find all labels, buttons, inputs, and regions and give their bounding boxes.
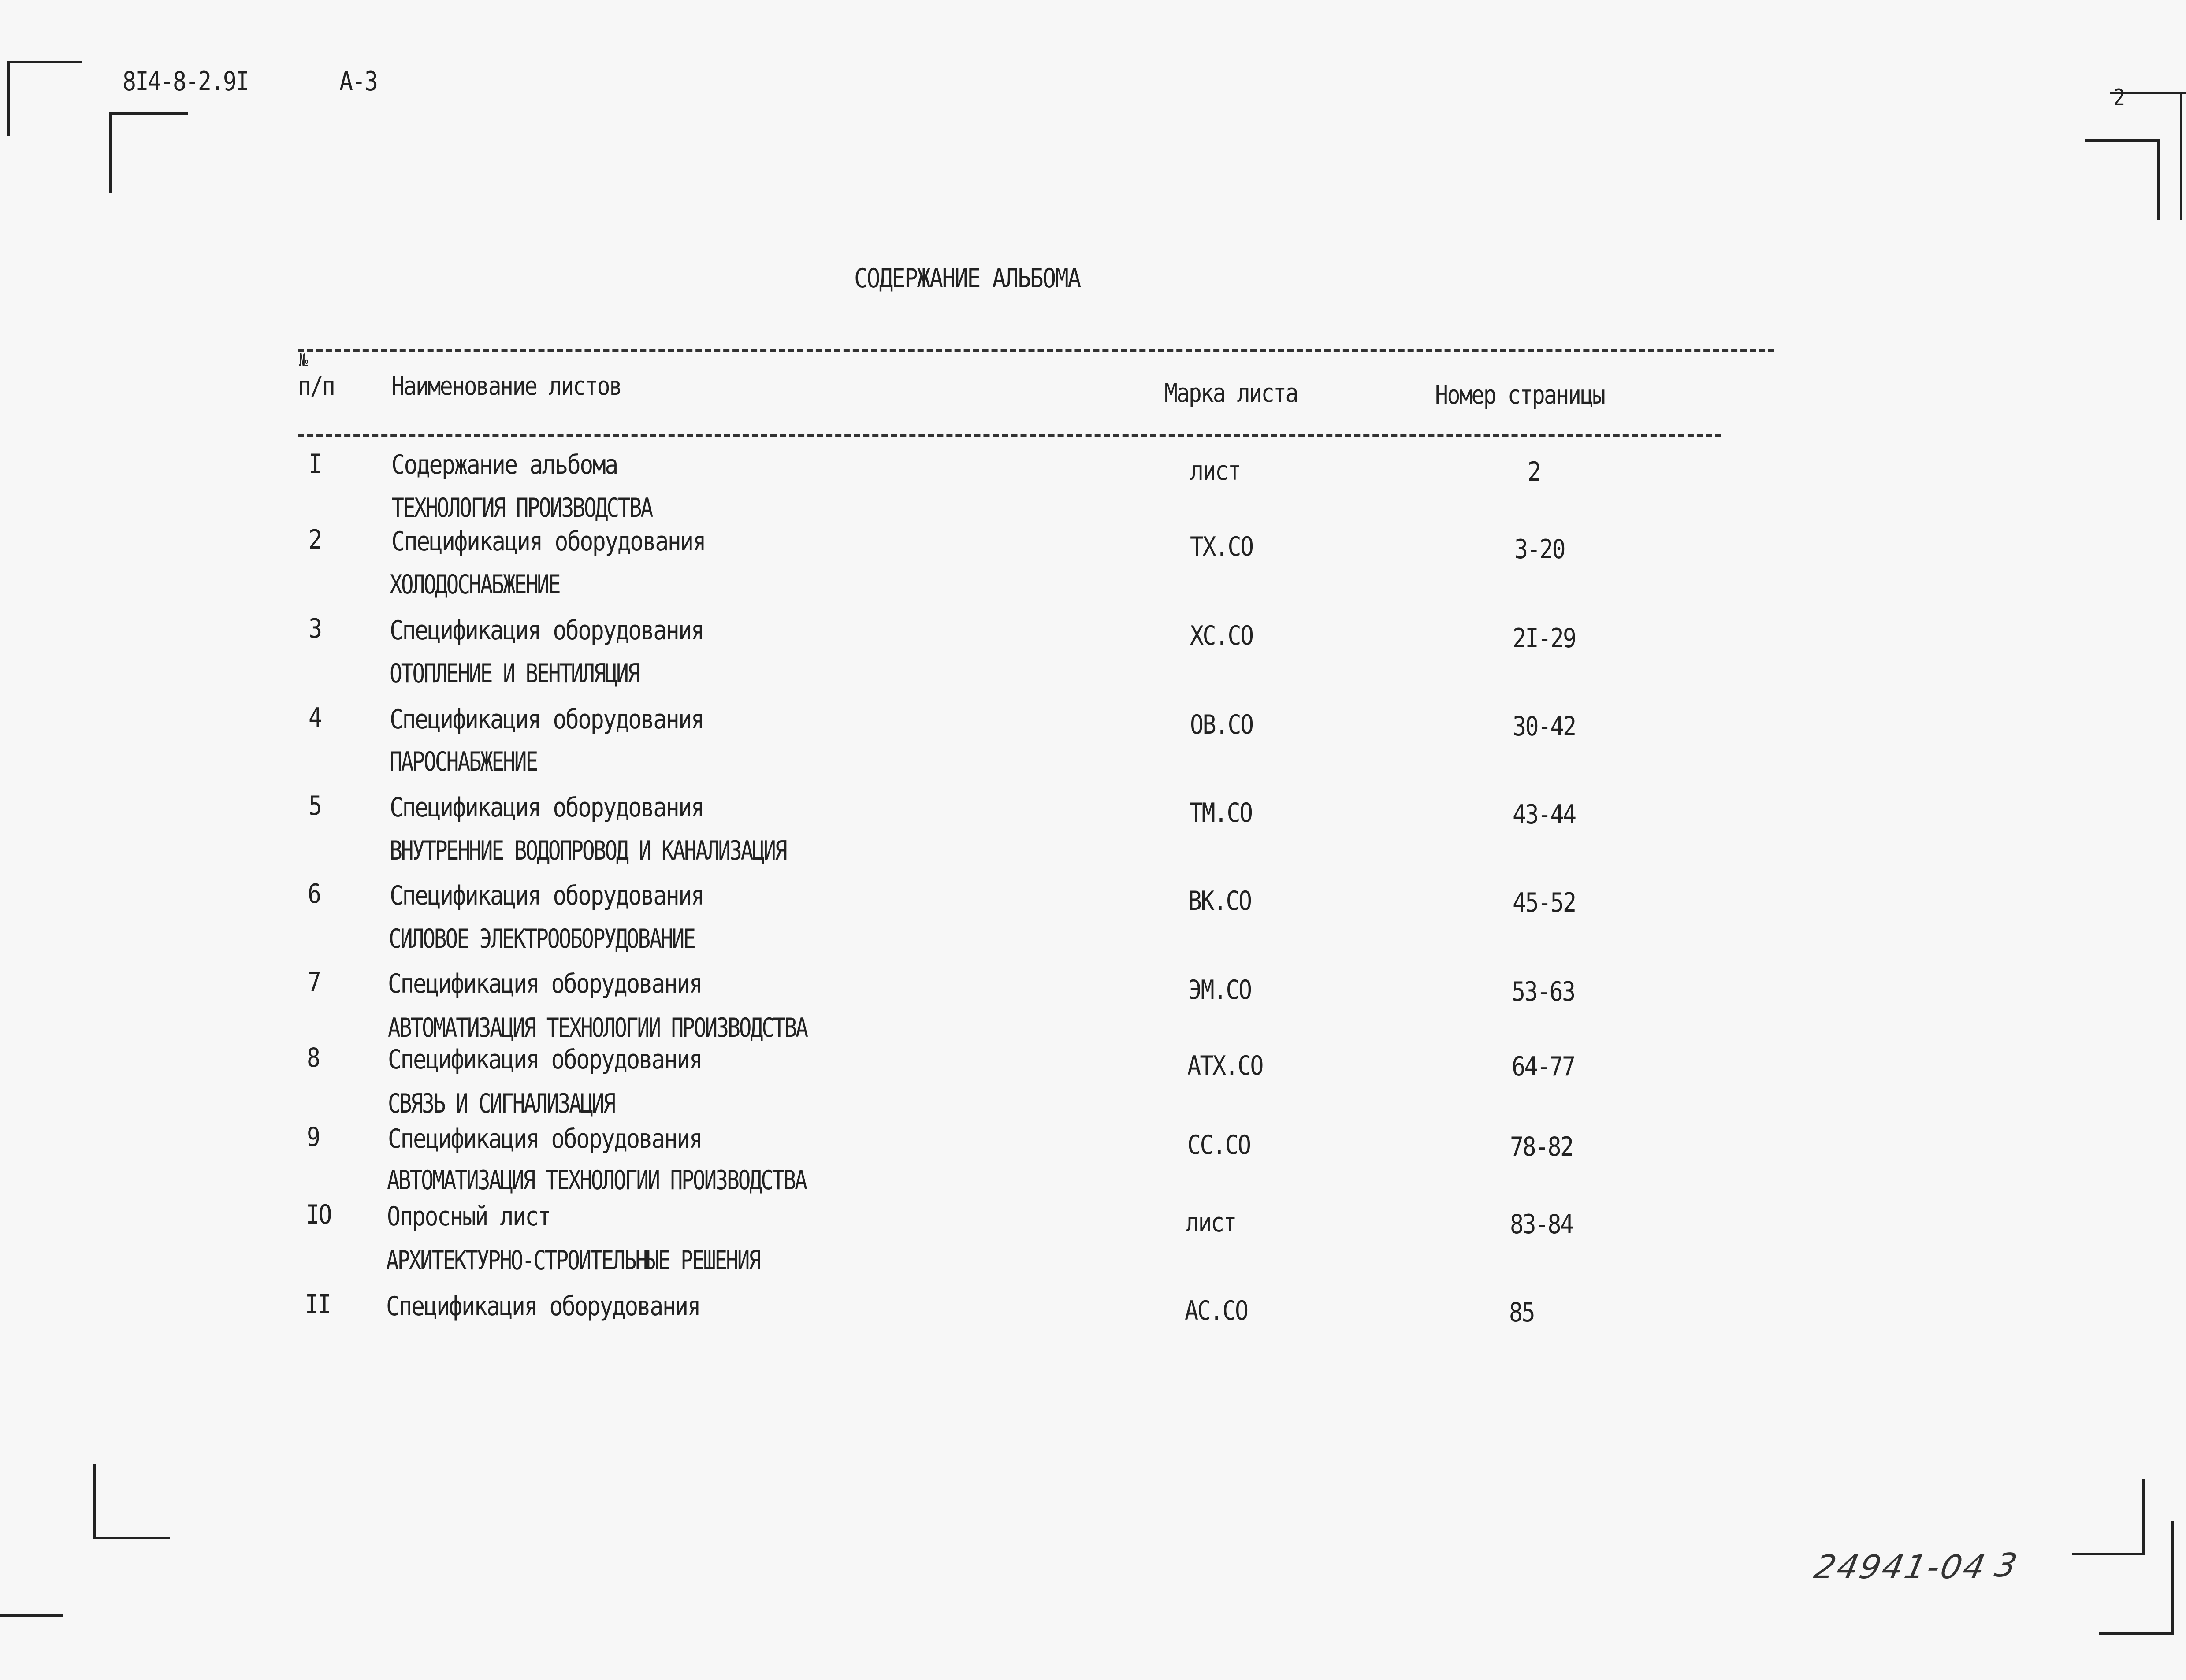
corner-mark-bottom-right-h xyxy=(2072,1553,2145,1555)
row-number: 6 xyxy=(308,879,320,909)
section-heading: ПАРОСНАБЖЕНИЕ xyxy=(390,746,537,777)
section-heading: ВНУТРЕННИЕ ВОДОПРОВОД И КАНАЛИЗАЦИЯ xyxy=(390,835,786,866)
row-name: Спецификация оборудования xyxy=(388,968,702,999)
row-page: 3-20 xyxy=(1514,534,1565,565)
row-mark: АС.СО xyxy=(1185,1295,1248,1326)
row-mark: ЭМ.СО xyxy=(1188,975,1251,1005)
row-page: 83-84 xyxy=(1510,1209,1573,1240)
row-page: 43-44 xyxy=(1513,799,1576,830)
corner-mark-top-right-inner-h xyxy=(2085,139,2160,142)
corner-mark-top-left-inner-v xyxy=(109,112,112,193)
section-heading: ХОЛОДОСНАБЖЕНИЕ xyxy=(390,569,560,600)
row-mark: ХС.СО xyxy=(1190,620,1253,651)
row-page: 30-42 xyxy=(1513,711,1576,742)
row-mark: ТХ.СО xyxy=(1190,531,1253,562)
row-name: Спецификация оборудования xyxy=(391,526,706,557)
row-mark: лист xyxy=(1186,1207,1236,1238)
page-title: СОДЕРЖАНИЕ АЛЬБОМА xyxy=(854,263,1080,294)
row-name: Спецификация оборудования xyxy=(390,880,704,911)
section-heading: АВТОМАТИЗАЦИЯ ТЕХНОЛОГИИ ПРОИЗВОДСТВА xyxy=(387,1165,806,1196)
row-number: IO xyxy=(306,1199,331,1230)
corner-mark-top-left-h xyxy=(7,61,82,63)
page-number: 2 xyxy=(2113,85,2124,111)
corner-mark-top-left-inner-h xyxy=(109,112,188,115)
row-number: I xyxy=(309,449,321,479)
corner-mark-bottom-right-v2 xyxy=(2171,1521,2174,1635)
header-bottom-rule xyxy=(298,434,1721,437)
row-name: Содержание альбома xyxy=(391,449,617,480)
section-heading: ТЕХНОЛОГИЯ ПРОИЗВОДСТВА xyxy=(391,493,652,523)
section-heading: АРХИТЕКТУРНО-СТРОИТЕЛЬНЫЕ РЕШЕНИЯ xyxy=(386,1245,760,1276)
corner-mark-top-left-v xyxy=(7,61,10,136)
row-page: 45-52 xyxy=(1513,887,1576,918)
row-name: Спецификация оборудования xyxy=(386,1291,700,1322)
column-header-name: Наименование листов xyxy=(391,371,621,401)
row-mark: ОВ.СО xyxy=(1190,709,1253,740)
row-page: 2I-29 xyxy=(1513,623,1576,654)
section-heading: СИЛОВОЕ ЭЛЕКТРООБОРУДОВАНИЕ xyxy=(389,923,695,954)
corner-mark-bottom-left-h xyxy=(93,1537,170,1539)
document-code: 8I4-8-2.9I xyxy=(123,66,248,97)
column-header-number: п/п xyxy=(298,371,335,401)
row-page: 53-63 xyxy=(1512,976,1575,1007)
column-header-page: Номер страницы xyxy=(1435,380,1605,410)
row-name: Опросный лист xyxy=(387,1201,550,1232)
corner-mark-bottom-left-edge xyxy=(0,1614,63,1617)
section-heading: СВЯЗЬ И СИГНАЛИЗАЦИЯ xyxy=(388,1088,614,1119)
row-number: 4 xyxy=(309,702,321,733)
corner-mark-top-right-v xyxy=(2180,92,2182,220)
row-page: 85 xyxy=(1509,1297,1534,1328)
inventory-stamp: 24941-04 xyxy=(1811,1548,1990,1586)
row-page: 64-77 xyxy=(1512,1051,1575,1082)
row-name: Спецификация оборудования xyxy=(388,1124,702,1154)
corner-mark-bottom-left-v xyxy=(93,1464,96,1539)
column-header-number-sign: № xyxy=(299,350,307,371)
corner-mark-bottom-right-v xyxy=(2142,1479,2145,1555)
row-number: 7 xyxy=(308,967,320,998)
row-name: Спецификация оборудования xyxy=(390,704,704,735)
row-mark: СС.СО xyxy=(1187,1130,1250,1161)
row-mark: АТХ.СО xyxy=(1187,1050,1263,1081)
section-heading: ОТОПЛЕНИЕ И ВЕНТИЛЯЦИЯ xyxy=(390,658,639,689)
row-number: 2 xyxy=(309,524,321,555)
sheet-number: 3 xyxy=(1991,1546,2022,1584)
row-name: Спецификация оборудования xyxy=(390,615,704,646)
row-name: Спецификация оборудования xyxy=(390,792,704,823)
corner-mark-bottom-right-h2 xyxy=(2099,1632,2174,1635)
header-top-rule xyxy=(298,349,1774,352)
column-header-mark: Марка листа xyxy=(1164,378,1297,408)
row-mark: лист xyxy=(1190,456,1240,486)
row-name: Спецификация оборудования xyxy=(388,1044,702,1075)
row-number: 3 xyxy=(309,613,321,644)
row-number: 8 xyxy=(307,1042,320,1073)
album-label: A-3 xyxy=(339,66,377,97)
row-page: 78-82 xyxy=(1510,1131,1573,1162)
row-page: 2 xyxy=(1528,456,1540,487)
row-mark: ВК.СО xyxy=(1188,886,1251,916)
corner-mark-top-right-inner-v xyxy=(2157,139,2160,220)
section-heading: АВТОМАТИЗАЦИЯ ТЕХНОЛОГИИ ПРОИЗВОДСТВА xyxy=(388,1012,807,1043)
row-number: II xyxy=(305,1289,330,1320)
row-number: 5 xyxy=(309,790,321,821)
row-mark: ТМ.СО xyxy=(1189,797,1252,828)
row-number: 9 xyxy=(307,1122,320,1153)
